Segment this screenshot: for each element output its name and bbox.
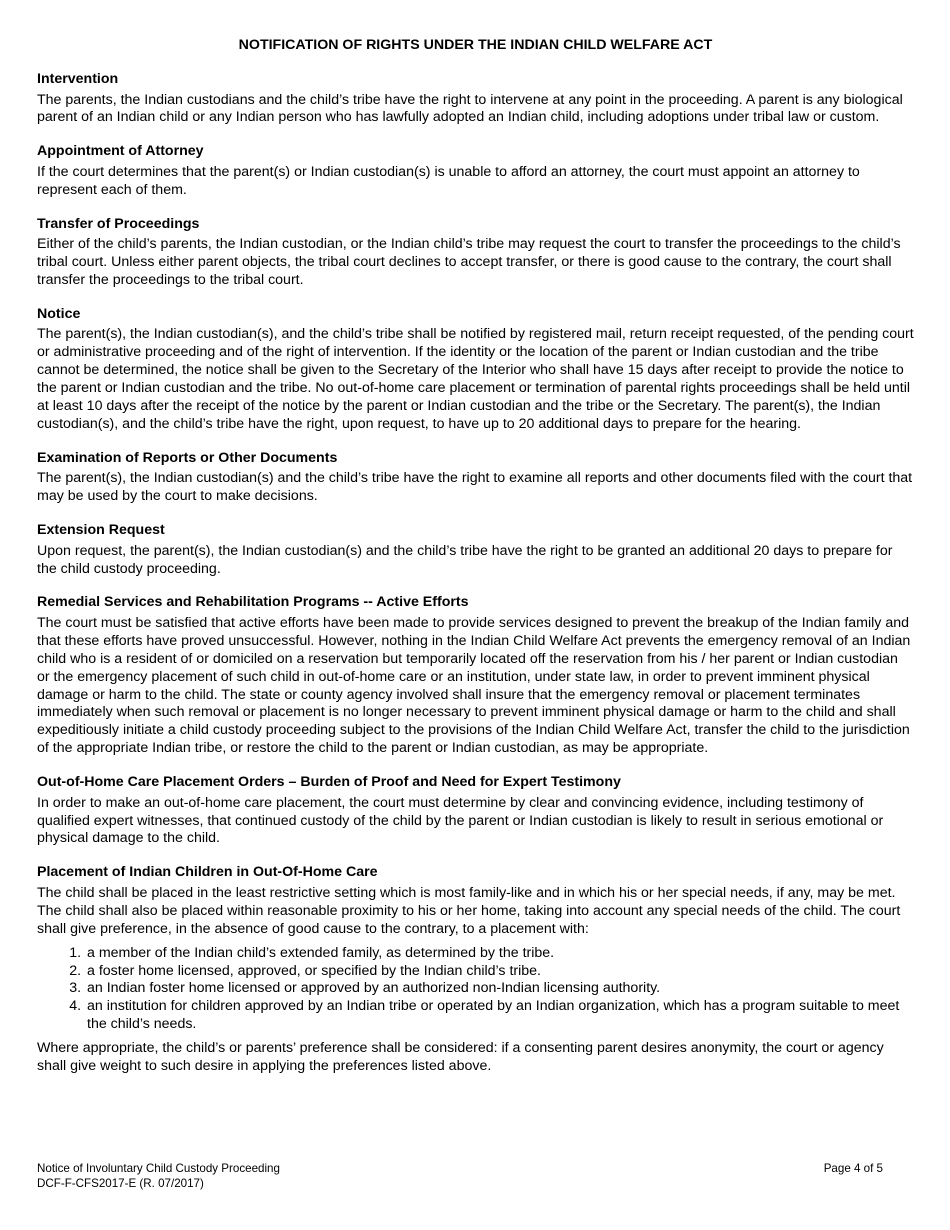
section-heading: Notice [37, 305, 81, 322]
section-placement-orders [37, 774, 914, 848]
section-heading: Intervention [37, 71, 119, 87]
section-body: If the court determines that the parent(s) or Indian custodian(s) is unable to afford an attorney, the court must appoint an attorney to represent each of them. [37, 163, 860, 198]
section-body: The parent(s), the Indian custodian(s) and the child’s tribe have the right to examine all reports and other documents filed with the court that may be used by the court to make decisions. [37, 470, 913, 505]
section-appointment-of-attorney [37, 143, 914, 199]
form-name: Notice of Involuntary Child Custody Proceeding [37, 1162, 280, 1175]
placement-preference-list [37, 945, 914, 1035]
section-body: The parent(s), the Indian custodian(s), and the child’s tribe shall be notified by registered mail, return receipt requested, of the pending court or administrative proceeding and of the right of intervention. If the identity or the location of the parent or Indian custodian and the tribe cannot be determined, the notice shall be given to the Secretary of the Interior who shall have 15 days after receipt to provide the notice to the parent or Indian custodian and the tribe. No out-of-home care placement or termination of parental rights proceedings shall be held until at least 10 days after the receipt of the notice by the parent or Indian custodian and the tribe or the Secretary. The parent(s), the Indian custodian(s), and the child’s tribe have the right, upon request, to have up to 20 additional days to prepare for the hearing. [37, 326, 914, 432]
section-body: The parents, the Indian custodians and the child’s tribe have the right to intervene at any point in the proceeding. A parent is any biological parent of an Indian child or any Indian person who has lawfully adopted an Indian child, including adoptions under tribal law or custom. [37, 91, 903, 126]
section-body: The court must be satisfied that active efforts have been made to provide services designed to prevent the breakup of the Indian family and that these efforts have proved unsuccessful. However, nothing in the Indian Child Welfare Act prevents the emergency removal of an Indian child who is a resident of or domiciled on a reservation but temporarily located off the reservation from his / her parent or Indian custodian or the emergency placement of such child in out-of-home care or an institution, under state law, in order to prevent imminent physical damage or harm to the child. The state or county agency involved shall insure that the emergency removal or placement terminates immediately when such removal or placement is no longer necessary to prevent imminent physical damage or harm to the child and shall expeditiously initiate a child custody proceeding subject to the provisions of the Indian Child Welfare Act, transfer the child to the jurisdiction of the appropriate Indian tribe, or restore the child to the parent or Indian custodian, as may be appropriate. [37, 614, 911, 757]
section-heading: Out-of-Home Care Placement Orders – Burden of Proof and Need for Expert Testimony [37, 774, 621, 791]
form-identification [37, 1162, 280, 1191]
section-body: Upon request, the parent(s), the Indian custodian(s) and the child’s tribe have the right to be granted an additional 20 days to prepare for the child custody proceeding. [37, 542, 893, 577]
section-notice [37, 306, 914, 434]
page-footer [37, 1162, 883, 1191]
section-body: The child shall be placed in the least restrictive setting which is most family-like and in which his or her special needs, if any, may be met. The child shall also be placed within reasonable proximity to his or her home, taking into account any special needs of the child. The court shall give preference, in the absence of good cause to the contrary, to a placement with: [37, 884, 901, 937]
section-heading: Remedial Services and Rehabilitation Programs -- Active Efforts [37, 594, 469, 611]
page-number: Page 4 of 5 [823, 1162, 883, 1175]
list-item: 3. an Indian foster home licensed or approved by an authorized non-Indian licensing authority. [85, 980, 914, 998]
section-closing: Where appropriate, the child’s or parents’ preference shall be considered: if a consenting parent desires anonymity, the court or agency shall give weight to such desire in applying the preferences listed above. [37, 1040, 884, 1075]
section-body: Either of the child’s parents, the Indian custodian, or the Indian child’s tribe may request the court to transfer the proceedings to the child’s tribal court. Unless either parent objects, the tribal court declines to accept transfer, or there is good cause to the contrary, the court shall transfer the proceedings to the tribal court. [37, 236, 901, 288]
section-extension-request [37, 522, 914, 578]
document-title: NOTIFICATION OF RIGHTS UNDER THE INDIAN CHILD WELFARE ACT [238, 37, 713, 53]
section-heading: Transfer of Proceedings [37, 215, 200, 232]
section-placement-of-indian-children [37, 864, 914, 1076]
list-item: 2. a foster home licensed, approved, or specified by the Indian child’s tribe. [85, 963, 914, 981]
section-heading: Placement of Indian Children in Out-Of-Home Care [37, 864, 378, 881]
form-number: DCF-F-CFS2017-E (R. 07/2017) [37, 1176, 204, 1190]
section-body: In order to make an out-of-home care placement, the court must determine by clear and convincing evidence, including testimony of qualified expert witnesses, that continued custody of the child by the parent or Indian custodian is likely to result in serious emotional or physical damage to the child. [37, 794, 884, 847]
section-heading: Extension Request [37, 522, 165, 539]
list-item: 4. an institution for children approved by an Indian tribe or operated by an Indian organization, which has a program suitable to meet the child’s needs. [85, 998, 914, 1034]
section-active-efforts [37, 594, 914, 758]
section-transfer-of-proceedings [37, 216, 914, 290]
section-intervention [37, 71, 914, 127]
section-examination-of-reports [37, 450, 914, 506]
section-heading: Examination of Reports or Other Documents [37, 449, 338, 466]
section-heading: Appointment of Attorney [37, 143, 204, 160]
list-item: 1. a member of the Indian child’s extended family, as determined by the tribe. [85, 945, 914, 963]
